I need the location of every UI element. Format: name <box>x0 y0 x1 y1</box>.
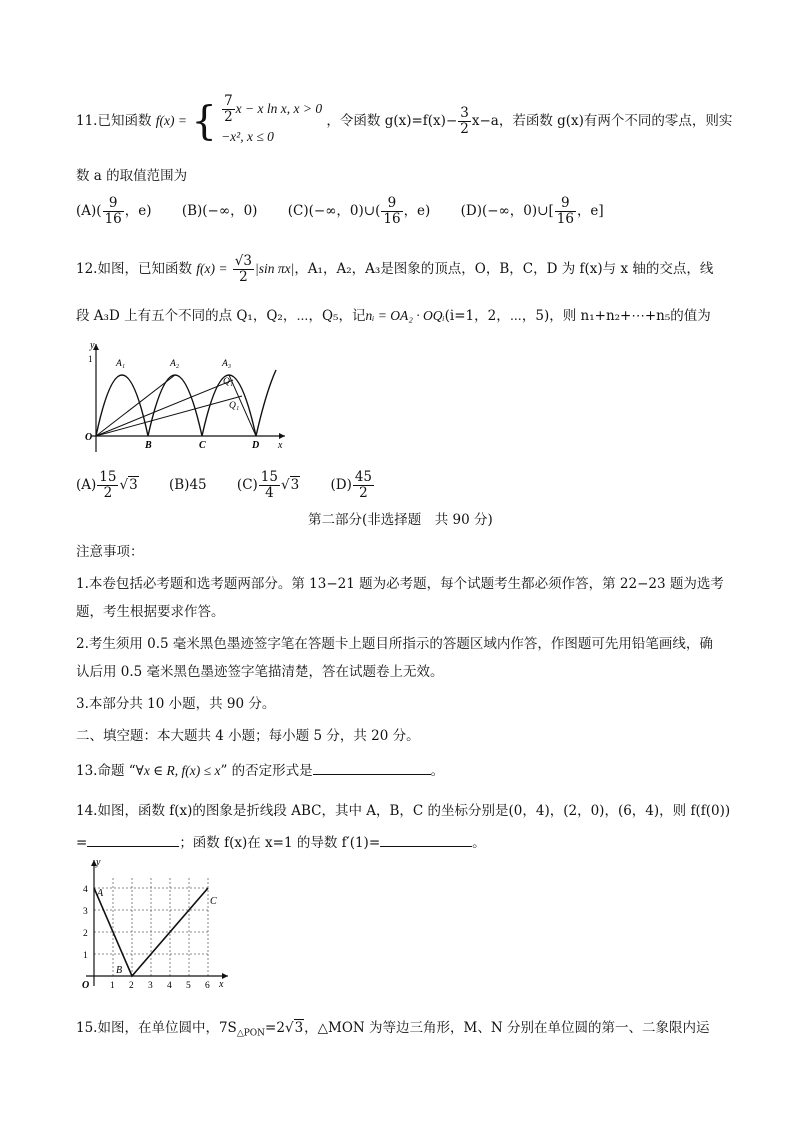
q14-polyline-graph <box>76 856 236 992</box>
x-tick-label: 2 <box>129 981 134 991</box>
q11-option-d: (D)(−∞，0)∪[ $\frac{9}{16}$ ，e] <box>460 195 604 227</box>
x-tick-label: 5 <box>186 981 191 991</box>
label-b: B <box>116 965 123 976</box>
origin-label: O <box>82 980 90 991</box>
notice-1b: 题，考生根据要求作答。 <box>76 604 225 620</box>
q15: 15.如图，在单位圆中，$7S_{\triangle PON}=2√3$，△MON 为等边三角形，M、N 分别在单位圆的第一、二象限内运 <box>76 1020 710 1039</box>
piecewise-cases: $\frac{7}{2}$ x − x ln x, x > 0 −x², x ≤ 0 <box>221 93 323 144</box>
y-tick-label: 1 <box>83 951 88 961</box>
y-axis-label: y <box>96 857 101 868</box>
y-tick-label: 3 <box>83 907 88 917</box>
y-axis-label: y <box>90 340 95 351</box>
piecewise-brace: { <box>191 98 217 145</box>
q11-option-b: (B)(−∞，0) <box>181 203 258 219</box>
label-a2: A₂ <box>170 359 180 369</box>
notice-1a: 1.本卷包括必考题和选考题两部分。第 13−21 题为必考题，每个试题考生都必须作答，第 22−23 题为选考 <box>76 576 724 592</box>
x-tick-label: 6 <box>205 981 210 991</box>
q12-line1: 12.如图，已知函数 f(x) = $\frac{√3}{2}$ |sin πx|，A₁，A₂，A₃是图象的顶点，O，B，C，D 为 f(x)与 x 轴的交点，线 <box>76 253 714 285</box>
q12-sine-graph <box>80 340 290 455</box>
notice-2a: 2.考生须用 0.5 毫米黑色墨迹签字笔在答题卡上题目所指示的答题区域内作答，作图题可先用铅笔画线，确 <box>76 636 713 652</box>
segment-oq2 <box>96 396 242 436</box>
label-c: C <box>210 896 217 907</box>
label-d: D <box>252 440 260 451</box>
x-axis-label: x <box>219 979 224 990</box>
notice-3: 3.本部分共 10 小题，共 90 分。 <box>76 696 276 712</box>
sine-curve <box>96 370 276 436</box>
q13: 13.命题 “∀x ∈ R, f(x) ≤ x” 的否定形式是 。 <box>76 760 444 781</box>
q11-line1: 11.已知函数 f(x) = { $\frac{7}{2}$ x − x ln x, x > 0 −x², x ≤ 0 ，令函数 g(x)=f(x)− $\frac{3}{2}$ x−a，若函数 g(x)有两个不同的零点，则实 <box>76 94 732 149</box>
label-q1-lower: Q₁ <box>229 401 240 411</box>
x-tick-labels <box>110 981 210 991</box>
q11-option-c: (C)(−∞，0)∪( $\frac{9}{16}$ ，e) <box>287 195 431 227</box>
q14-answer-blank-2[interactable] <box>380 832 472 847</box>
q11-options <box>76 196 630 227</box>
y-tick-label: 2 <box>83 929 88 939</box>
q12-options <box>76 470 401 501</box>
q12-option-a: (A) $\frac{15}{2}$ √3 <box>76 469 138 501</box>
y-tick-labels <box>83 885 88 961</box>
label-q1-upper: Q₁ <box>223 377 234 387</box>
part2-title: 第二部分(非选择题 共 90 分) <box>308 512 493 528</box>
x-tick-label: 4 <box>167 981 172 991</box>
q12-option-c: (C) $\frac{15}{4}$ √3 <box>236 469 300 501</box>
x-tick-label: 1 <box>110 981 115 991</box>
q13-answer-blank[interactable] <box>313 760 431 775</box>
q12-line2: 段 A₃D 上有五个不同的点 Q₁，Q₂，⋯，Q₅，记nᵢ = OA₂ · OQᵢ(i=1，2，⋯，5)，则 n₁+n₂+⋯+n₅的值为 <box>76 308 711 324</box>
origin-label: O <box>85 432 93 443</box>
x-axis-arrow-icon <box>279 433 285 439</box>
label-b: B <box>145 440 152 451</box>
q14-line1: 14.如图，函数 f(x)的图象是折线段 ABC，其中 A，B，C 的坐标分别是(0，4)，(2，0)，(6，4)，则 f(f(0)) <box>76 803 731 819</box>
q14-answer-blank-1[interactable] <box>87 832 179 847</box>
y-tick-label: 4 <box>83 885 88 895</box>
q12-option-d: (D) $\frac{45}{2}$ <box>330 469 373 501</box>
x-tick-label: 3 <box>148 981 153 991</box>
x-axis-label: x <box>278 440 283 451</box>
segment-oq1 <box>96 380 233 436</box>
notice-heading: 注意事项： <box>76 544 144 560</box>
section-heading: 二、填空题：本大题共 4 小题；每小题 5 分，共 20 分。 <box>76 728 420 744</box>
notice-2b: 认后用 0.5 毫米黑色墨迹签字笔描清楚，答在试题卷上无效。 <box>76 664 444 680</box>
segment-oa2 <box>96 375 175 436</box>
label-c: C <box>199 440 206 451</box>
q14-line2: = ；函数 f(x)在 x=1 的导数 f′(1)= 。 <box>76 832 486 853</box>
label-a3: A₃ <box>222 359 232 369</box>
y-tick-1: 1 <box>88 354 93 364</box>
q11-option-a: (A)( $\frac{9}{16}$ ，e) <box>76 195 152 227</box>
q11-line2: 数 a 的取值范围为 <box>76 168 188 184</box>
label-a: A <box>97 888 104 899</box>
q12-option-b: (B)45 <box>168 477 207 493</box>
label-a1: A₁ <box>116 359 126 369</box>
